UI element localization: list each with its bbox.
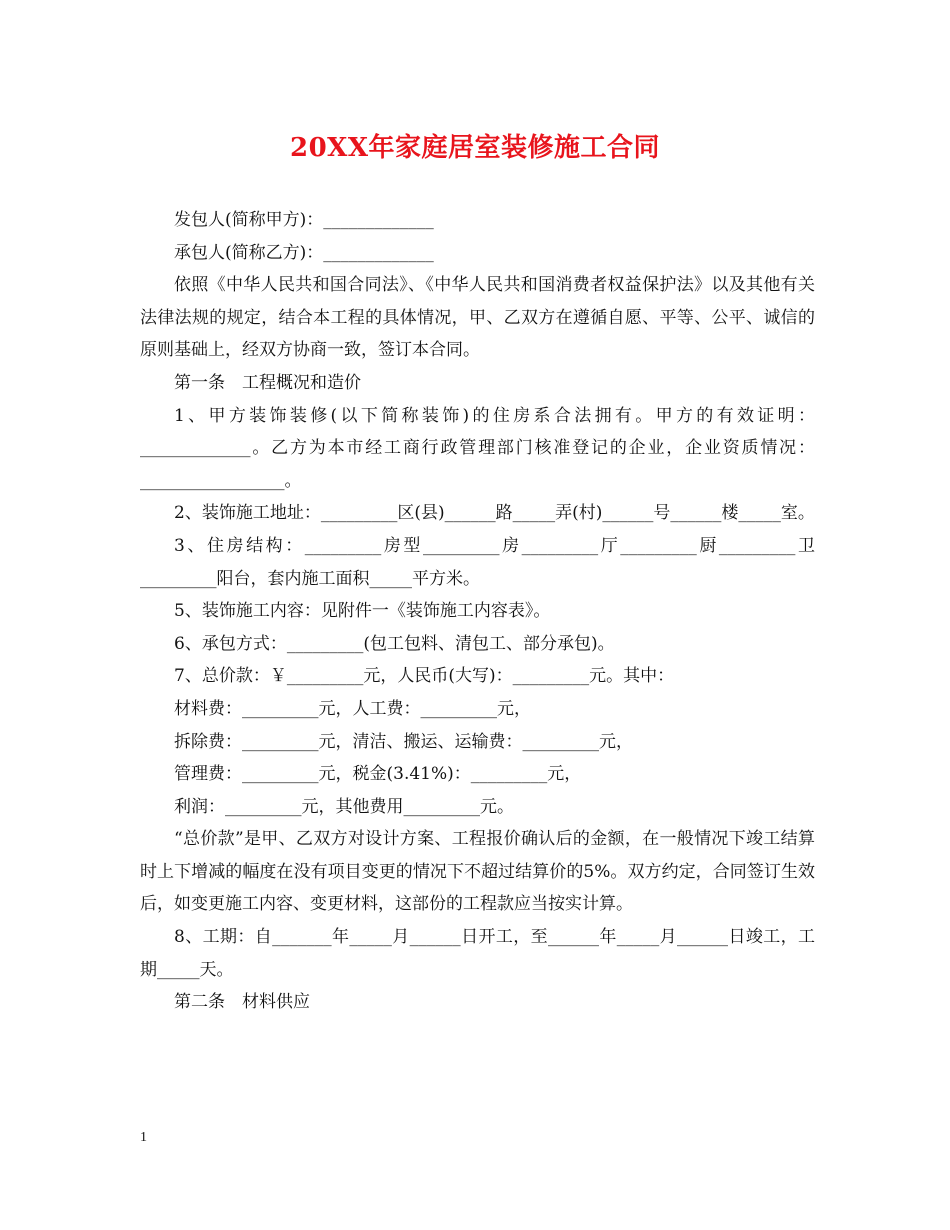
- document-body: [140, 204, 815, 1019]
- party-a-line: 发包人(简称甲方)：_____________: [174, 210, 434, 230]
- clause-1-3: 3、住房结构：_________房型_________房_________厅_________厨_________卫_________阳台，套内施工面积_____平方米。: [140, 535, 815, 589]
- clause-1-7: 7、总价款：￥_________元，人民币(大写)：_________元。其中：: [174, 666, 675, 687]
- total-price-note: “总价款”是甲、乙双方对设计方案、工程报价确认后的金额，在一般情况下竣工结算时上下增减的幅度在没有项目变更的情况下不超过结算价的5%。双方约定，合同签订生效后，如变更施工内容、变更材料，这部份的工程款应当按实计算。: [140, 829, 815, 915]
- preamble-paragraph: 依照《中华人民共和国合同法》、《中华人民共和国消费者权益保护法》以及其他有关法律法规的规定，结合本工程的具体情况，甲、乙双方在遵循自愿、平等、公平、诚信的原则基础上，经双方协商一致，签订本合同。: [140, 275, 815, 361]
- clause-1-5: 5、装饰施工内容：见附件一《装饰施工内容表》。: [174, 601, 551, 622]
- party-b-line: 承包人(简称乙方)：_____________: [174, 242, 434, 263]
- clause-1-1: 1、甲方装饰装修(以下简称装饰)的住房系合法拥有。甲方的有效证明：_____________。乙方为本市经工商行政管理部门核准登记的企业，企业资质情况：_________________。: [140, 405, 815, 491]
- document-title: 20XX年家庭居室装修施工合同: [289, 133, 661, 163]
- cost-line-management: 管理费：_________元，税金(3.41%)：_________元，: [174, 764, 582, 785]
- article-2-heading: 第二条 材料供应: [174, 992, 310, 1013]
- clause-1-6: 6、承包方式：_________(包工包料、清包工、部分承包)。: [174, 633, 615, 654]
- cost-line-demolition: 拆除费：_________元，清洁、搬运、运输费：_________元，: [174, 731, 633, 752]
- clause-1-8: 8、工期：自_______年_____月______日开工，至______年_____月______日竣工，工期_____天。: [140, 927, 815, 980]
- cost-line-materials: 材料费：_________元，人工费：_________元，: [174, 698, 531, 719]
- article-1-heading: 第一条 工程概况和造价: [174, 372, 361, 393]
- clause-1-2: 2、装饰施工地址：_________区(县)______路_____弄(村)______号______楼_____室。: [174, 503, 815, 524]
- cost-line-profit: 利润：_________元，其他费用_________元。: [174, 796, 514, 817]
- page-number: 1: [140, 1130, 147, 1145]
